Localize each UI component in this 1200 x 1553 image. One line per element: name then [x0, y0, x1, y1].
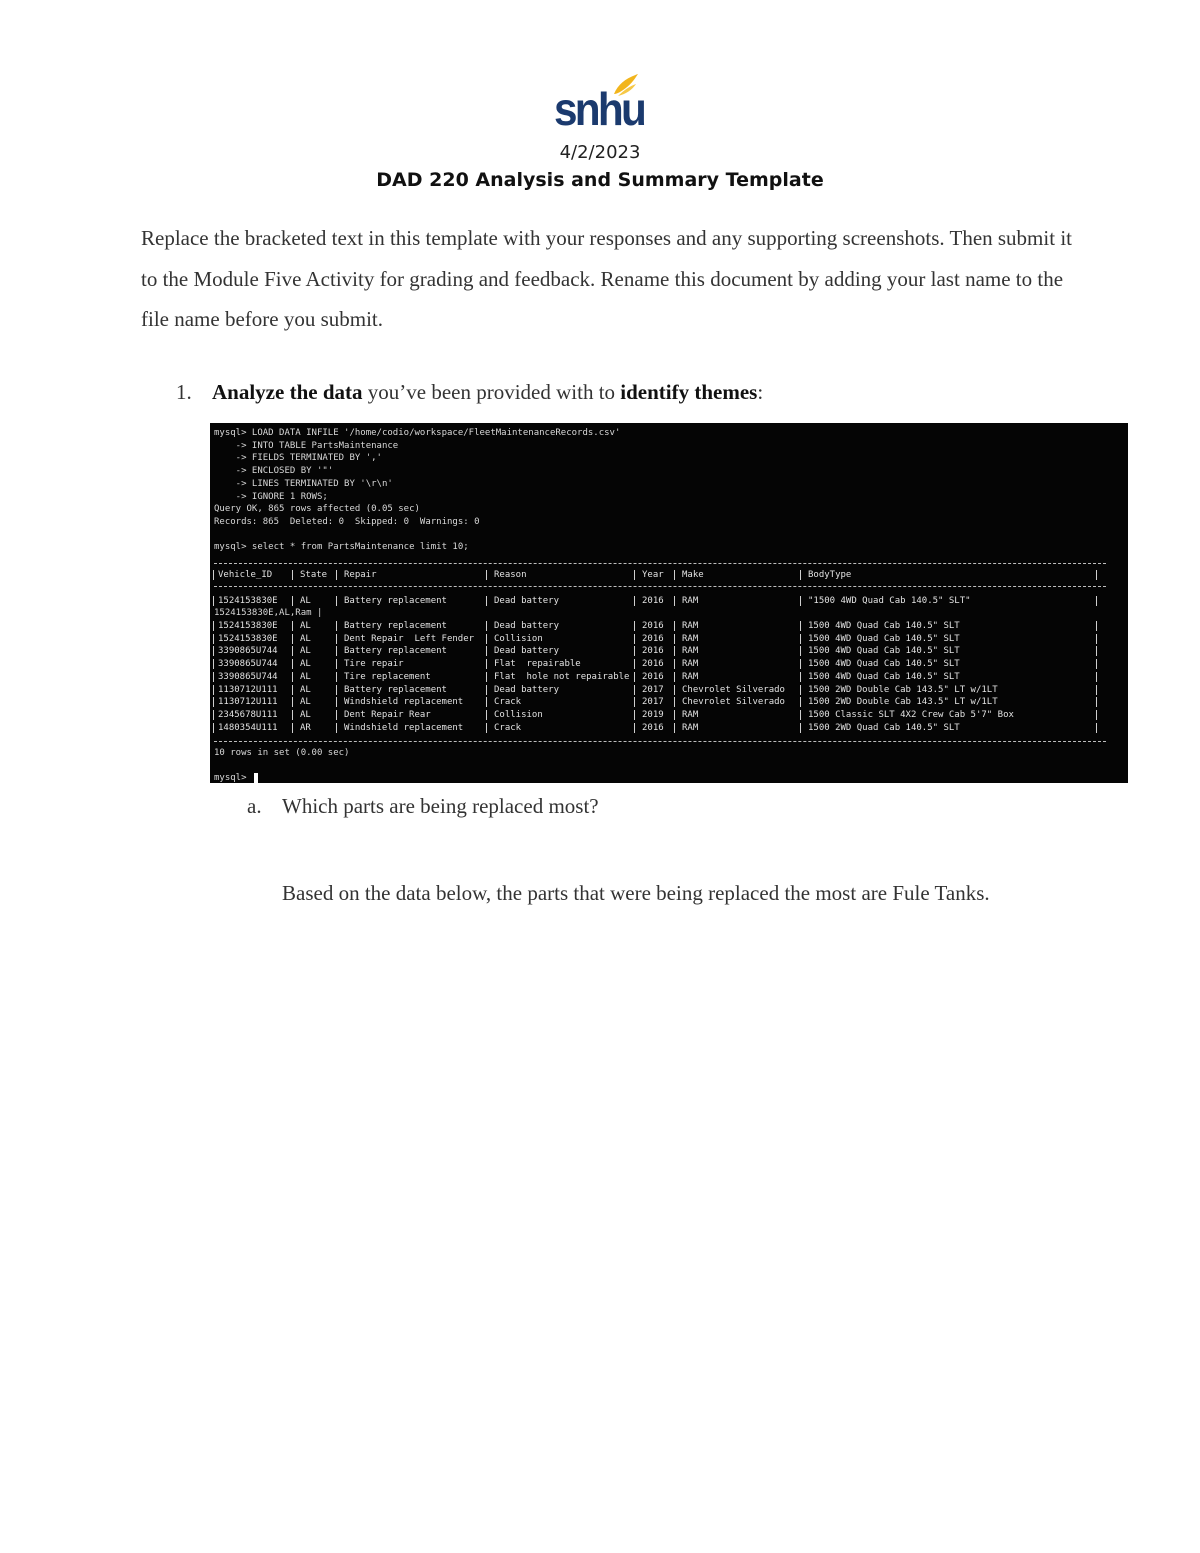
terminal-prompt: mysql>	[214, 773, 252, 783]
terminal-line: -> IGNORE 1 ROWS;	[214, 491, 328, 502]
table-cell: Dead battery	[494, 596, 560, 606]
table-separator	[336, 685, 337, 695]
table-separator	[213, 685, 214, 695]
terminal-line: mysql> LOAD DATA INFILE '/home/codio/workspace/FleetMaintenanceRecords.csv'	[214, 428, 621, 438]
list-number: 1.	[176, 380, 192, 404]
terminal-footer: 10 rows in set (0.00 sec)	[214, 748, 350, 758]
table-cell: Windshield replacement	[344, 722, 464, 733]
table-separator	[486, 570, 487, 580]
table-cell: 2016	[642, 722, 664, 733]
table-separator	[800, 570, 801, 580]
table-separator	[292, 710, 293, 720]
table-cell: 1524153830E	[218, 596, 278, 606]
table-cell: 2017	[642, 697, 664, 708]
table-cell: AL	[300, 633, 311, 644]
table-cell: 1500 Classic SLT 4X2 Crew Cab 5'7" Box	[808, 709, 1014, 720]
table-cell: 1500 2WD Double Cab 143.5" LT w/1LT	[808, 697, 998, 708]
table-separator	[1096, 596, 1097, 606]
table-separator	[336, 723, 337, 733]
table-separator	[800, 685, 801, 695]
table-cell: AL	[300, 596, 311, 606]
table-separator	[634, 723, 635, 733]
table-separator	[213, 570, 214, 580]
table-cell: 2016	[642, 659, 664, 670]
table-separator	[800, 672, 801, 682]
terminal-screenshot	[210, 423, 1128, 783]
table-separator	[292, 697, 293, 707]
snhu-logo	[554, 72, 644, 134]
table-separator	[674, 646, 675, 656]
table-cell: 2019	[642, 709, 664, 720]
table-separator	[213, 672, 214, 682]
table-separator	[486, 710, 487, 720]
table-header-cell: Repair	[344, 570, 377, 580]
table-cell: RAM	[682, 709, 699, 720]
table-separator	[800, 723, 801, 733]
table-cell: Chevrolet Silverado	[682, 684, 785, 695]
table-separator	[800, 634, 801, 644]
terminal-line: mysql> select * from PartsMaintenance limit 10;	[214, 542, 469, 553]
logo-text: snhu	[554, 83, 645, 135]
table-cell: 1500 4WD Quad Cab 140.5" SLT	[808, 646, 960, 657]
item-middle-text: you’ve been provided with to	[362, 380, 621, 404]
table-separator	[674, 596, 675, 606]
table-separator	[674, 659, 675, 669]
table-cell: AL	[300, 697, 311, 708]
table-separator	[1096, 723, 1097, 733]
table-cell: 1500 2WD Quad Cab 140.5" SLT	[808, 722, 960, 733]
table-cell: Dent Repair Rear	[344, 709, 431, 720]
table-separator	[486, 646, 487, 656]
table-separator	[213, 697, 214, 707]
table-cell: AL	[300, 621, 311, 631]
table-separator	[674, 570, 675, 580]
table-separator	[674, 685, 675, 695]
table-separator	[292, 634, 293, 644]
table-separator	[336, 634, 337, 644]
table-cell: Battery replacement	[344, 646, 447, 657]
table-separator	[336, 621, 337, 631]
table-cell: 1524153830E	[218, 633, 278, 644]
table-cell: 1500 4WD Quad Cab 140.5" SLT	[808, 633, 960, 644]
table-separator	[1096, 685, 1097, 695]
table-separator	[634, 697, 635, 707]
table-cell: RAM	[682, 646, 699, 657]
table-separator	[292, 672, 293, 682]
table-separator	[674, 634, 675, 644]
table-separator	[336, 646, 337, 656]
table-separator	[292, 621, 293, 631]
table-cell: Battery replacement	[344, 596, 447, 606]
table-cell: 2016	[642, 671, 664, 682]
table-cell: 1500 4WD Quad Cab 140.5" SLT	[808, 621, 960, 631]
terminal-line: -> LINES TERMINATED BY '\r\n'	[214, 478, 393, 489]
table-separator	[486, 621, 487, 631]
table-border	[214, 586, 1106, 587]
table-cell: RAM	[682, 633, 699, 644]
terminal-cursor	[254, 773, 258, 783]
table-separator	[486, 634, 487, 644]
table-separator	[800, 697, 801, 707]
table-header-cell: Vehicle_ID	[218, 570, 273, 580]
table-separator	[1096, 634, 1097, 644]
table-separator	[1096, 570, 1097, 580]
table-separator	[634, 659, 635, 669]
table-separator	[336, 596, 337, 606]
table-separator	[292, 596, 293, 606]
table-separator	[800, 621, 801, 631]
table-cell: 1480354U111	[218, 722, 278, 733]
table-cell: Flat hole not repairable	[494, 671, 630, 682]
table-separator	[336, 570, 337, 580]
table-cell: 1524153830E	[218, 621, 278, 631]
table-separator	[634, 672, 635, 682]
bold-themes: identify themes	[620, 380, 758, 404]
table-cell: 1500 4WD Quad Cab 140.5" SLT	[808, 659, 960, 670]
table-separator	[486, 697, 487, 707]
table-cell: 1500 2WD Double Cab 143.5" LT w/1LT	[808, 684, 998, 695]
table-separator	[1096, 646, 1097, 656]
table-separator	[1096, 710, 1097, 720]
table-cell: AL	[300, 646, 311, 657]
table-cell: Dead battery	[494, 684, 560, 695]
table-separator	[213, 621, 214, 631]
table-separator	[674, 710, 675, 720]
table-header-cell: Make	[682, 570, 704, 580]
table-separator	[800, 659, 801, 669]
table-separator	[213, 659, 214, 669]
table-separator	[486, 723, 487, 733]
terminal-line: Query OK, 865 rows affected (0.05 sec)	[214, 504, 420, 515]
table-cell: Dead battery	[494, 646, 560, 657]
table-separator	[213, 634, 214, 644]
table-header-cell: BodyType	[808, 570, 852, 580]
table-separator	[292, 659, 293, 669]
table-separator	[1096, 697, 1097, 707]
table-cell: 2016	[642, 646, 664, 657]
table-separator	[634, 621, 635, 631]
table-separator	[486, 685, 487, 695]
table-cell: 1130712U111	[218, 697, 278, 708]
table-separator	[1096, 672, 1097, 682]
table-cell: Tire repair	[344, 659, 404, 670]
table-cell: 2016	[642, 621, 664, 631]
table-separator	[213, 723, 214, 733]
document-date: 4/2/2023	[559, 142, 641, 163]
question-text: Which parts are being replaced most?	[282, 794, 599, 818]
table-border	[214, 563, 1106, 564]
table-separator	[674, 697, 675, 707]
table-header-cell: Year	[642, 570, 664, 580]
table-separator	[213, 646, 214, 656]
table-cell: Tire replacement	[344, 671, 431, 682]
table-cell: Windshield replacement	[344, 697, 464, 708]
table-separator	[292, 723, 293, 733]
table-cell: 1500 4WD Quad Cab 140.5" SLT	[808, 671, 960, 682]
table-cell: 3390865U744	[218, 646, 278, 657]
wrapped-line: 1524153830E,AL,Ram |	[214, 608, 323, 618]
intro-paragraph: Replace the bracketed text in this template with your responses and any supporting screenshots. Then submit it to the Module Five Activity for grading and feedback. Rename this document by adding your last name to the file name before you submit.	[141, 226, 1072, 331]
table-cell: RAM	[682, 671, 699, 682]
table-cell: Collision	[494, 633, 543, 644]
table-separator	[634, 570, 635, 580]
table-cell: RAM	[682, 722, 699, 733]
table-separator	[292, 685, 293, 695]
answer-paragraph: Based on the data below, the parts that were being replaced the most are Fule Tanks.	[282, 881, 990, 905]
table-separator	[634, 685, 635, 695]
table-cell: Dent Repair Left Fender	[344, 633, 475, 644]
terminal-line: Records: 865 Deleted: 0 Skipped: 0 Warnings: 0	[214, 516, 480, 527]
table-separator	[800, 646, 801, 656]
table-cell: 2016	[642, 633, 664, 644]
list-item-text	[212, 380, 763, 405]
table-cell: Crack	[494, 697, 522, 708]
terminal-line: -> ENCLOSED BY '"'	[214, 466, 334, 477]
table-cell: AL	[300, 671, 311, 682]
item-end-text: :	[757, 380, 764, 404]
table-separator	[486, 596, 487, 606]
table-header-cell: State	[300, 570, 328, 580]
table-cell: 1130712U111	[218, 684, 278, 695]
table-cell: RAM	[682, 596, 699, 606]
table-cell: 3390865U744	[218, 671, 278, 682]
table-cell: 2345678U111	[218, 709, 278, 720]
table-cell: AL	[300, 684, 311, 695]
table-separator	[800, 710, 801, 720]
table-separator	[674, 723, 675, 733]
table-separator	[292, 646, 293, 656]
table-separator	[336, 697, 337, 707]
table-separator	[674, 672, 675, 682]
table-separator	[1096, 621, 1097, 631]
table-cell: Battery replacement	[344, 684, 447, 695]
table-cell: 2017	[642, 684, 664, 695]
table-cell: RAM	[682, 621, 699, 631]
table-separator	[336, 659, 337, 669]
table-separator	[336, 710, 337, 720]
table-cell: Crack	[494, 722, 522, 733]
table-separator	[336, 672, 337, 682]
table-separator	[292, 570, 293, 580]
table-cell: 3390865U744	[218, 659, 278, 670]
table-cell: Chevrolet Silverado	[682, 697, 785, 708]
terminal-line: -> FIELDS TERMINATED BY ','	[214, 453, 382, 464]
bold-analyze: Analyze the data	[212, 380, 363, 404]
table-separator	[213, 710, 214, 720]
table-header-cell: Reason	[494, 570, 527, 580]
table-separator	[1096, 659, 1097, 669]
table-cell: Collision	[494, 709, 543, 720]
table-separator	[800, 596, 801, 606]
table-separator	[486, 672, 487, 682]
table-separator	[213, 596, 214, 606]
question-letter: a.	[247, 794, 262, 818]
table-cell: Flat repairable	[494, 659, 581, 670]
table-cell: RAM	[682, 659, 699, 670]
table-cell: 2016	[642, 596, 664, 606]
table-separator	[486, 659, 487, 669]
table-cell: Battery replacement	[344, 621, 447, 631]
table-separator	[634, 710, 635, 720]
table-cell: AL	[300, 659, 311, 670]
table-cell: Dead battery	[494, 621, 560, 631]
table-separator	[634, 646, 635, 656]
table-border	[214, 741, 1106, 742]
table-cell: AL	[300, 709, 311, 720]
table-cell: "1500 4WD Quad Cab 140.5" SLT"	[808, 596, 971, 606]
table-cell: AR	[300, 722, 311, 733]
table-separator	[634, 596, 635, 606]
document-title: DAD 220 Analysis and Summary Template	[376, 169, 824, 191]
table-separator	[634, 634, 635, 644]
terminal-line: -> INTO TABLE PartsMaintenance	[214, 440, 399, 451]
table-separator	[674, 621, 675, 631]
